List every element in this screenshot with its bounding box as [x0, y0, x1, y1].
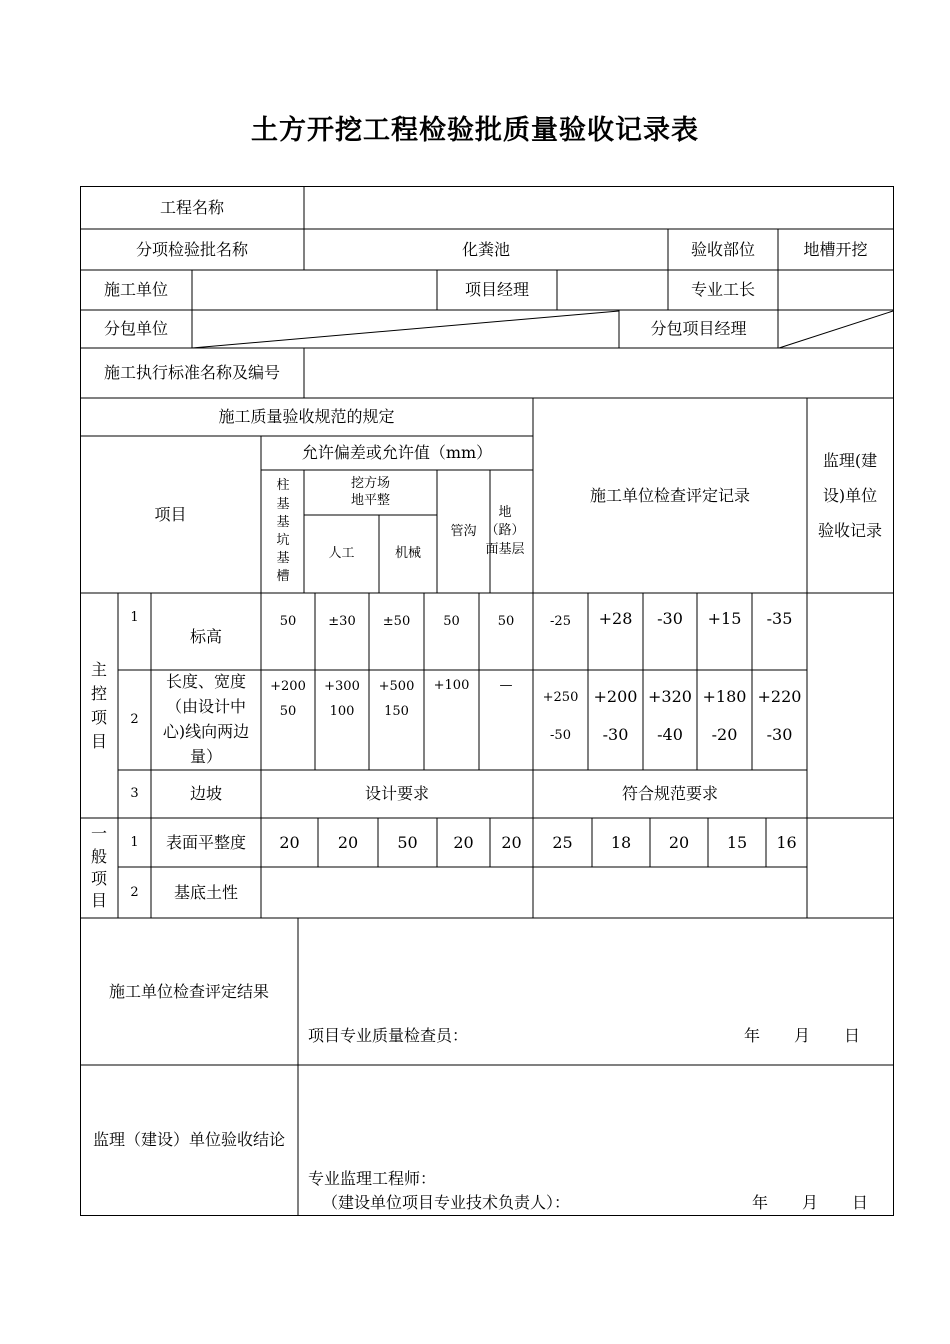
main-items-group-label: 主控项目 [90, 659, 107, 751]
general-row-1-allow-1: 20 [279, 832, 300, 852]
spec-header: 施工质量验收规范的规定 [218, 407, 395, 427]
foreman-label: 专业工长 [690, 280, 755, 300]
general-row-1-allow-5: 20 [501, 832, 522, 852]
general-row-1-check-5: 16 [776, 832, 797, 852]
col-excavation-header: 挖方场 地平整 [350, 475, 390, 508]
general-row-1-allow-4: 20 [453, 832, 474, 852]
acceptance-part-value[interactable]: 地槽开挖 [803, 239, 868, 259]
main-row-1-no: 1 [130, 610, 139, 626]
main-row-1-check-3: -30 [657, 609, 683, 629]
sub-item-value[interactable]: 化粪池 [461, 239, 510, 259]
general-items-group-label: 一般项目 [90, 824, 107, 911]
main-row-1-allow-5: 50 [497, 613, 515, 629]
main-row-3-no: 3 [130, 786, 139, 802]
general-row-1-no: 1 [130, 834, 139, 850]
col-pile-header: 柱基基坑基槽 [276, 478, 290, 585]
general-row-1-allow-3: 50 [397, 832, 418, 852]
main-row-1-check-5: -35 [766, 609, 793, 629]
conclusion-year: 年 [751, 1193, 768, 1213]
sub-project-manager-label: 分包项目经理 [650, 319, 747, 339]
contractor-label: 施工单位 [103, 280, 168, 300]
conclusion-engineer: 专业监理工程师： [308, 1169, 437, 1189]
main-row-1-check-4: +15 [707, 609, 742, 629]
result-day: 日 [843, 1026, 860, 1046]
general-row-1-check-1: 25 [552, 832, 573, 852]
col-road-header: 地 （路） 面基层 [485, 505, 525, 557]
main-row-1-check-2: +28 [598, 609, 633, 629]
project-name-value[interactable] [304, 186, 893, 229]
standard-label: 施工执行标准名称及编号 [103, 363, 280, 383]
main-row-1-allow-2: ±30 [328, 613, 356, 629]
supervision-header: 监理(建 设)单位 验收记录 [817, 450, 882, 541]
main-row-2-name: 长度、宽度（由设计中心)线向两边量） [162, 672, 250, 766]
conclusion-label: 监理（建设）单位验收结论 [92, 1130, 285, 1150]
main-row-2-allow-1: +200 50 [270, 679, 306, 719]
main-row-2-no: 2 [130, 712, 139, 728]
main-row-1-name: 标高 [189, 627, 222, 647]
general-row-2-name: 基底土性 [173, 882, 238, 902]
conclusion-month: 月 [801, 1193, 818, 1213]
sub-item-label: 分项检验批名称 [135, 239, 248, 259]
col-manual-header: 人工 [328, 546, 355, 562]
col-pipe-header: 管沟 [450, 523, 477, 539]
col-machine-header: 机械 [394, 546, 421, 562]
allowance-header: 允许偏差或允许值（mm） [301, 443, 493, 463]
item-header: 项目 [154, 504, 187, 524]
main-row-2-check-3: +320 -40 [648, 686, 692, 744]
general-row-1-check-2: 18 [610, 832, 632, 852]
main-row-2-check-1: +250 -50 [542, 690, 579, 743]
main-row-1-allow-1: 50 [279, 613, 297, 629]
main-row-1-check-1: -25 [550, 613, 571, 629]
main-row-2-allow-3: +500 150 [378, 679, 415, 719]
acceptance-part-label: 验收部位 [690, 239, 755, 259]
project-name-label: 工程名称 [159, 197, 224, 217]
result-inspector: 项目专业质量检查员： [308, 1026, 469, 1046]
main-row-3-name: 边坡 [189, 784, 222, 804]
general-row-1-check-3: 20 [668, 832, 690, 852]
check-record-header: 施工单位检查评定记录 [589, 485, 750, 505]
general-row-1-name: 表面平整度 [165, 832, 246, 852]
main-row-2-allow-5: — [499, 678, 513, 694]
general-row-1-check-4: 15 [726, 832, 748, 852]
page-title: 土方开挖工程检验批质量验收记录表 [251, 115, 699, 146]
general-row-1-allow-2: 20 [337, 832, 359, 852]
subcontractor-label: 分包单位 [103, 319, 168, 339]
main-row-2-check-4: +180 -20 [702, 686, 747, 744]
main-row-3-check: 符合规范要求 [621, 784, 718, 804]
general-row-2-no: 2 [130, 884, 139, 900]
project-manager-label: 项目经理 [464, 280, 529, 300]
main-row-2-allow-2: +300 100 [324, 679, 360, 719]
main-row-2-check-2: +200 -30 [593, 686, 638, 744]
result-month: 月 [793, 1026, 810, 1046]
main-row-1-allow-4: 50 [443, 613, 460, 629]
conclusion-owner: （建设单位项目专业技术负责人）： [322, 1193, 571, 1213]
conclusion-day: 日 [851, 1193, 868, 1213]
result-label: 施工单位检查评定结果 [108, 981, 269, 1001]
main-row-1-allow-3: ±50 [382, 613, 411, 629]
main-row-2-allow-4: +100 [433, 678, 470, 694]
main-row-3-allow: 设计要求 [364, 784, 429, 804]
main-row-2-check-5: +220 -30 [757, 686, 802, 744]
result-year: 年 [743, 1026, 760, 1046]
